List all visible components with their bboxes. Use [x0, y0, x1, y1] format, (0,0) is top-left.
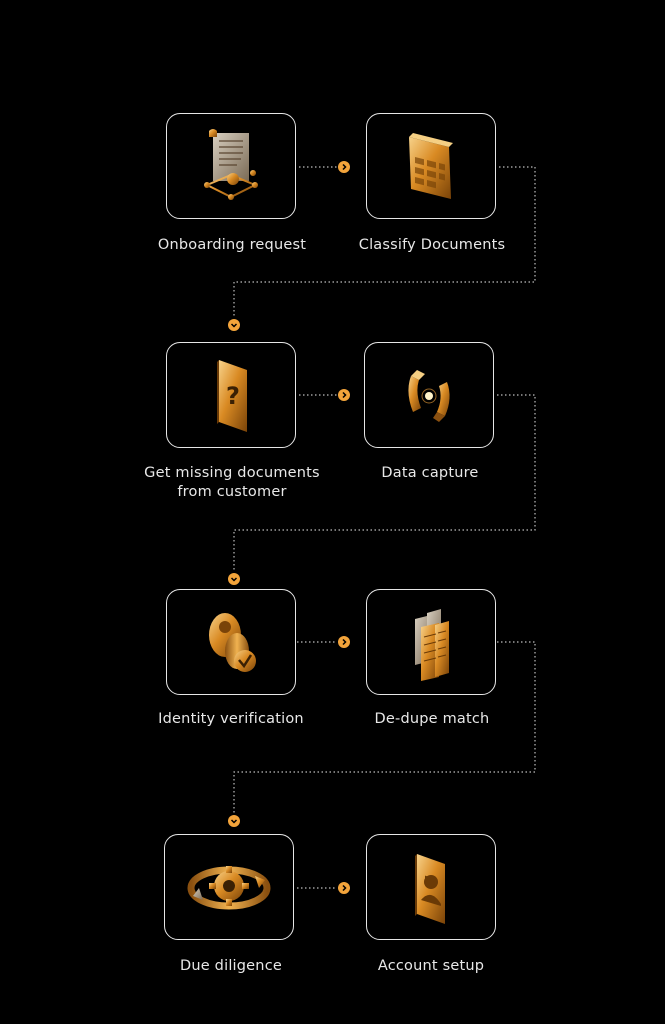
step-label-identity-verification: Identity verification — [158, 711, 304, 727]
step-box-de-dupe-match — [366, 589, 496, 695]
gear-cycle-icon — [181, 844, 277, 930]
arrow-down-icon — [228, 573, 240, 585]
step-label-onboarding-request: Onboarding request — [157, 237, 307, 253]
arrow-right-icon — [338, 161, 350, 173]
arrow-down-icon — [228, 815, 240, 827]
profile-card-icon — [383, 844, 479, 930]
step-box-get-missing-documents — [166, 342, 296, 448]
step-label-de-dupe-match: De-dupe match — [374, 711, 490, 727]
stacked-documents-icon — [383, 599, 479, 685]
step-label-classify-documents: Classify Documents — [358, 237, 506, 253]
step-box-due-diligence — [164, 834, 294, 940]
step-box-classify-documents — [366, 113, 496, 219]
step-label-account-setup: Account setup — [377, 958, 485, 974]
arrow-right-icon — [338, 882, 350, 894]
document-grid-icon — [383, 123, 479, 209]
arrow-right-icon — [338, 636, 350, 648]
step-label-get-missing-documents: Get missing documents from customer — [144, 465, 320, 500]
step-box-account-setup — [366, 834, 496, 940]
arrow-down-icon — [228, 319, 240, 331]
identity-check-icon — [183, 599, 279, 685]
step-label-data-capture: Data capture — [381, 465, 479, 481]
question-document-icon — [183, 352, 279, 438]
step-box-data-capture — [364, 342, 494, 448]
step-box-onboarding-request — [166, 113, 296, 219]
capture-icon — [381, 352, 477, 438]
scroll-icon — [183, 123, 279, 209]
arrow-right-icon — [338, 389, 350, 401]
step-label-due-diligence: Due diligence — [180, 958, 282, 974]
step-box-identity-verification — [166, 589, 296, 695]
svg-text:?: ? — [226, 382, 240, 410]
